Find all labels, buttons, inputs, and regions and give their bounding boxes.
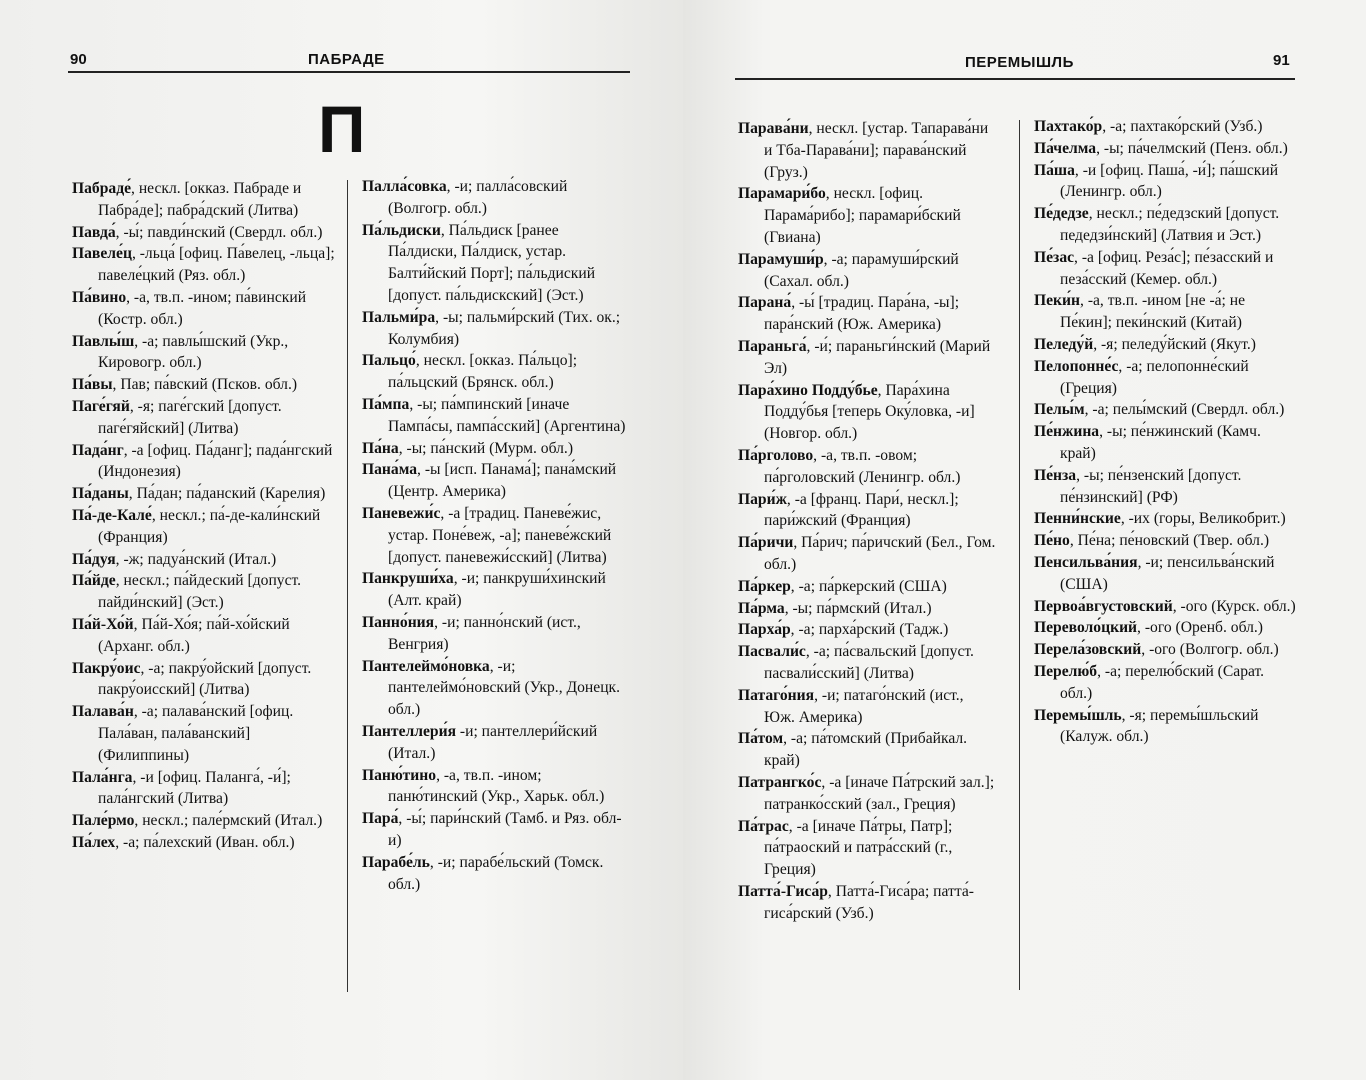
entry-definition: , -а, тв.п. -ином; паню́тинский (Укр., Харьк. обл.) [388,766,605,806]
entry-definition: , -и [офиц. Паша́, -и́]; па́шский (Ленингр. обл.) [1060,161,1279,201]
dictionary-entry [1034,508,1296,530]
right-page [683,0,1366,1080]
column-rule-right [1019,120,1020,990]
entry-definition: , -ы; пе́нжинский (Камч. край) [1060,423,1261,462]
entry-definition: , -а; парамуши́рский (Сахал. обл.) [764,250,959,290]
entry-headword: Па́том [738,730,784,748]
entry-headword: Па́вы [72,376,113,394]
dictionary-entry [738,685,998,729]
entry-definition: , -и; панкруши́хинский (Алт. край) [388,570,606,610]
dictionary-entry [362,852,630,896]
dictionary-entry [738,619,998,641]
dictionary-entry [72,767,336,811]
entry-headword: Па́йде [72,572,116,590]
entry-definition: , -а [офиц. Peза́с]; пе́засский и пеза́сский (Кемер. обл.) [1060,248,1274,288]
entry-definition: , Па́рич; па́ричский (Бел., Гом. обл.) [764,534,996,573]
entry-definition: , Патта́-Гиса́ра; патта́-гиса́рский (Узб.) [764,882,974,922]
entry-headword: Па́рголово [738,446,814,464]
entry-headword: Пара́ [362,810,399,828]
dictionary-entry [1034,160,1296,204]
dictionary-entry [1034,639,1296,661]
dictionary-entry [1034,530,1296,552]
dictionary-entry [1034,399,1296,421]
dictionary-entry [362,808,630,852]
dictionary-entry [738,380,998,445]
entry-headword: Па́мпа [362,395,410,413]
entry-definition: , -а, тв.п. -ином [не -а́; не Пе́кин]; пеки́нский (Китай) [1060,292,1246,332]
entry-headword: Патта́-Гиса́р [738,882,828,900]
entry-headword: Пе́нжина [1034,423,1100,441]
dictionary-entry [738,249,998,293]
dictionary-entry [1034,334,1296,356]
entry-headword: Панкруши́ха [362,570,454,588]
entry-definition: , -и; пенсильва́нский (США) [1060,553,1275,593]
entry-headword: Па́лех [72,833,116,851]
dictionary-entry [362,350,630,394]
entry-headword: Па́на [362,439,399,457]
entry-definition: , -а; пакру́ойский [допуст. пакру́оисский] (Литва) [98,659,312,699]
running-head-right: ПЕРЕМЫШЛЬ [965,54,1074,71]
entry-definition: , -ого (Оренб. обл.) [1137,619,1263,637]
entry-headword: Пе́зас [1034,248,1075,266]
entry-headword: Пантеллери́я [362,722,457,740]
entry-definition: , -а; пахтако́рский (Узб.) [1102,118,1263,135]
entry-definition: , -а; палава́нский [офиц. Пала́ван, пала́ванский] (Филиппины) [98,703,294,764]
entry-headword: Па́льдиски [362,221,441,239]
page-number-left: 90 [70,51,87,68]
dictionary-entry [1034,596,1296,618]
entry-definition: , -и; панно́нский (ист., Венгрия) [388,613,581,653]
right-column-2 [1034,116,1296,748]
entry-headword: Пара́хино Подду́бье [738,381,878,399]
dictionary-entry [362,438,630,460]
dictionary-entry [72,243,336,287]
entry-headword: Патаго́ния [738,686,815,704]
entry-definition: , -и; пантелеймо́новский (Укр., Донецк. обл.) [388,657,621,719]
entry-definition: , -а, тв.п. -ином; па́винский (Костр. обл.) [98,288,307,328]
dictionary-entry [1034,203,1296,247]
dictionary-entry [72,614,336,658]
entry-definition: , -а; парха́рский (Тадж.) [790,621,949,639]
entry-headword: Перемы́шль [1034,706,1122,724]
section-letter: П [318,92,367,166]
entry-definition: , -а; пелопонне́ский (Греция) [1060,357,1249,397]
entry-definition: , -ы; па́нский (Мурм. обл.) [398,439,574,457]
entry-headword: Паге́гяй [72,397,130,415]
entry-definition: , -ого (Курск. обл.) [1172,597,1296,615]
entry-definition: , -а; пелы́мский (Свердл. обл.) [1084,401,1285,419]
entry-headword: Па́-де-Кале́ [72,506,152,524]
entry-definition: , Па́й-Хо́я; па́й-хо́йский (Арханг. обл.) [98,615,290,655]
entry-definition: , -ого (Волгогр. обл.) [1141,641,1279,659]
entry-headword: Па́дуя [72,550,116,568]
dictionary-entry [738,118,998,183]
entry-definition: , -а; па́свальский [допуст. пасвали́сский] (Литва) [764,643,974,682]
entry-definition: , -а [традиц. Паневе́жис, устар. Поне́веж, -а]; паневе́жский [допуст. паневежи́сский] (Литва) [388,504,612,566]
dictionary-entry [72,222,336,244]
entry-headword: Пале́рмо [72,812,135,830]
entry-headword: Пантелеймо́новка [362,657,490,675]
dictionary-entry [738,336,998,380]
entry-definition: , -и; парабе́льский (Томск. обл.) [388,853,604,893]
dictionary-entry [362,503,630,568]
entry-definition: , -а; па́ркерский (США) [790,577,947,595]
entry-definition: , нескл.; пе́дедзский [допуст. педедзи́нский] (Латвия и Эст.) [1060,205,1280,244]
entry-headword: Пала́нга [72,768,133,786]
dictionary-entry [738,292,998,336]
entry-definition: , -ы; па́рмский (Итал.) [784,599,932,617]
entry-definition: , -их (горы, Великобрит.) [1120,510,1286,528]
entry-definition: , -ы́ [традиц. Пара́на, -ы]; пара́нский (Юж. Америка) [764,294,960,334]
dictionary-entry [72,701,336,766]
entry-headword: Пелопонне́с [1034,357,1119,375]
entry-headword: Пакру́оис [72,659,141,677]
entry-headword: Пахтако́р [1034,118,1103,135]
dictionary-entry [1034,356,1296,400]
entry-headword: Пеледу́й [1034,335,1094,353]
dictionary-entry [362,765,630,809]
dictionary-entry [1034,421,1296,465]
dictionary-entry [1034,661,1296,705]
entry-definition: , нескл.; па́-де-кали́нский (Франция) [98,506,321,546]
page-number-right: 91 [1273,52,1290,69]
entry-headword: Павлы́ш [72,332,135,350]
entry-definition: , -и; палла́совский (Волгогр. обл.) [388,178,568,217]
dictionary-entry [738,772,998,816]
column-rule-left [347,180,348,992]
entry-definition: , нескл. [офиц. Парама́рибо]; парамари́бский (Гвиана) [764,185,961,246]
entry-headword: Пальцо́ [362,352,416,370]
dictionary-entry [362,176,630,220]
dictionary-entry [738,728,998,772]
entry-headword: Па́ркер [738,577,791,595]
dictionary-entry [738,598,998,620]
dictionary-entry [738,532,998,576]
entry-definition: , -ы́; пари́нский (Тамб. и Ряз. обл-и) [388,810,622,849]
entry-headword: Парамари́бо [738,185,826,203]
dictionary-entry [72,570,336,614]
dictionary-entry [1034,116,1296,138]
dictionary-entry [72,440,336,484]
entry-headword: Па́рма [738,599,785,617]
entry-headword: Пада́нг [72,441,124,459]
entry-headword: Парабе́ль [362,853,430,871]
entry-headword: Пасвали́с [738,643,806,661]
dictionary-entry [362,307,630,351]
dictionary-entry [1034,138,1296,160]
dictionary-entry [738,576,998,598]
entry-definition: , -и [офиц. Паланга́, -и́]; пала́нгский (Литва) [98,768,291,808]
dictionary-entry [72,832,336,854]
entry-headword: Пари́ж [738,490,787,508]
entry-headword: Первоа́вгустовский [1034,597,1173,615]
entry-definition: , -ж; падуа́нский (Итал.) [115,550,277,568]
dictionary-entry [1034,705,1296,749]
entry-definition: , -а; павлы́шский (Укр., Кировогр. обл.) [98,332,289,372]
entry-headword: Парава́ни [738,120,809,137]
entry-headword: Па́ричи [738,534,794,552]
entry-definition: , нескл. [окказ. Пабраде и Пабра́де]; пабра́дский (Литва) [98,180,302,219]
entry-definition: , -я; пеледу́йский (Якут.) [1093,335,1256,353]
dictionary-entry [72,287,336,331]
entry-definition: , -и; патаго́нский (ист., Юж. Америка) [764,686,964,726]
entry-headword: Па́й-Хо́й [72,615,134,633]
entry-headword: Пе́нза [1034,466,1077,484]
entry-headword: Па́ша [1034,161,1075,179]
dictionary-entry [1034,290,1296,334]
entry-headword: Патрангко́с [738,773,822,791]
entry-definition: , -а [офиц. Па́данг]; пада́нгский (Индонезия) [98,441,333,481]
entry-headword: Перелю́б [1034,662,1098,680]
entry-definition: , -льца́ [офиц. Па́велец, -льца]; павеле́цкий (Ряз. обл.) [98,245,335,285]
entry-headword: Па́вино [72,288,127,306]
entry-headword: Паневежи́с [362,504,441,522]
left-column-2 [362,176,630,895]
dictionary-entry [738,881,998,925]
dictionary-entry [738,183,998,248]
entry-definition: , Пара́хина Подду́бья [теперь Оку́ловка, -и] (Новгор. обл.) [764,381,975,443]
running-head-left: ПАБРАДЕ [308,51,385,68]
entry-definition: , -а; па́томский (Прибайкал. край) [764,730,968,770]
entry-definition: , -ы [исп. Панама́]; пана́мский (Центр. Америка) [388,461,617,501]
entry-definition: , нескл. [устар. Тапарава́ни и Тба-Парава́ни]; парава́нский (Груз.) [764,120,989,181]
entry-headword: Пенни́нские [1034,510,1121,528]
entry-headword: Панно́ния [362,613,435,631]
dictionary-entry [362,568,630,612]
entry-headword: Пабраде́ [72,180,132,197]
dictionary-entry [362,721,630,765]
entry-headword: Параньга́ [738,337,807,355]
entry-definition: , -ы́; павди́нский (Свердл. обл.) [115,223,323,241]
entry-definition: , -я; перемы́шльский (Калуж. обл.) [1060,706,1259,746]
entry-definition: , -а; перелю́бский (Сарат. обл.) [1060,662,1265,702]
dictionary-entry [72,810,336,832]
entry-definition: , -а [франц. Пари́, нескл.]; пари́жский (Франция) [764,490,959,530]
dictionary-entry [1034,247,1296,291]
dictionary-entry [72,549,336,571]
entry-headword: Перела́зовский [1034,641,1142,659]
dictionary-entry [362,220,630,307]
entry-headword: Павеле́ц [72,245,132,263]
entry-definition: , -ы; пе́нзенский [допуст. пе́нзинский] (РФ) [1060,466,1242,506]
dictionary-entry [1034,552,1296,596]
entry-definition: , нескл.; пале́рмский (Итал.) [134,812,323,830]
entry-headword: Пе́дедзе [1034,205,1089,223]
entry-headword: Па́трас [738,817,789,835]
entry-headword: Пелы́м [1034,401,1085,419]
dictionary-entry [362,459,630,503]
entry-definition: , -а [иначе Па́тры, Патр]; па́траоский и патра́сский (г., Греция) [764,817,953,879]
dictionary-entry [362,656,630,721]
entry-definition: , -я; паге́гский [допуст. паге́гяйский] (Литва) [98,397,282,437]
entry-definition: , -ы; па́мпинский [иначе Пампа́сы, пампа́сский] (Аргентина) [388,395,626,435]
entry-headword: Парана́ [738,294,792,312]
dictionary-entry [738,641,998,685]
entry-definition: , нескл.; па́йдеский [допуст. пайди́нский] (Эст.) [98,572,302,612]
entry-headword: Пеки́н [1034,292,1081,310]
dictionary-entry [72,396,336,440]
entry-definition: , -а [иначе Па́трский зал.]; патранко́сский (зал., Греция) [764,773,995,813]
header-rule-left [68,71,630,73]
dictionary-entry [1034,617,1296,639]
entry-headword: Пальми́ра [362,308,436,326]
dictionary-entry [738,489,998,533]
entry-headword: Паню́тино [362,766,437,784]
right-column-1 [738,118,998,924]
dictionary-entry [738,445,998,489]
entry-definition: , -а; па́лехский (Иван. обл.) [115,833,295,851]
dictionary-entry [72,483,336,505]
entry-definition: , -ы; пальми́рский (Тих. ок.; Колумбия) [388,308,621,348]
entry-headword: Парха́р [738,621,791,639]
left-column-1 [72,178,336,854]
entry-headword: Пенсильва́ния [1034,553,1138,571]
header-rule-right [735,78,1295,80]
entry-headword: Па́даны [72,485,129,503]
entry-definition: , -ы; па́челмский (Пенз. обл.) [1096,139,1288,157]
dictionary-entry [72,658,336,702]
dictionary-entry [72,178,336,222]
entry-headword: Палава́н [72,703,134,721]
dictionary-entry [362,394,630,438]
dictionary-entry [72,374,336,396]
entry-headword: Переволо́цкий [1034,619,1138,637]
entry-headword: Па́челма [1034,139,1097,157]
entry-definition: , нескл. [окказ. Па́льцо]; па́льцский (Брянск. обл.) [388,352,578,392]
dictionary-entry [738,816,998,881]
entry-headword: Пана́ма [362,461,418,479]
entry-definition: , Па́льдиск [ранее Па́лдиски, Па́лдиск, устар. Балти́йский Порт]; па́льдиский [допуст. па́льдискский] (Эст.) [388,221,596,304]
entry-headword: Пе́но [1034,532,1070,550]
entry-headword: Палла́совка [362,178,447,195]
entry-definition: , -и́; параньги́нский (Марий Эл) [764,337,991,377]
entry-definition: , -а, тв.п. -овом; па́рголовский (Ленингр. обл.) [764,446,961,486]
entry-definition: , Пав; па́вский (Псков. обл.) [112,376,298,394]
entry-headword: Парамуши́р [738,250,824,268]
entry-headword: Павда́ [72,223,116,241]
entry-definition: -и; пантеллери́йский (Итал.) [388,722,598,762]
dictionary-entry [72,331,336,375]
entry-definition: , Пе́на; пе́новский (Твер. обл.) [1069,532,1270,550]
dictionary-entry [1034,465,1296,509]
dictionary-entry [362,612,630,656]
dictionary-entry [72,505,336,549]
entry-definition: , Па́дан; па́данский (Карелия) [128,485,326,503]
